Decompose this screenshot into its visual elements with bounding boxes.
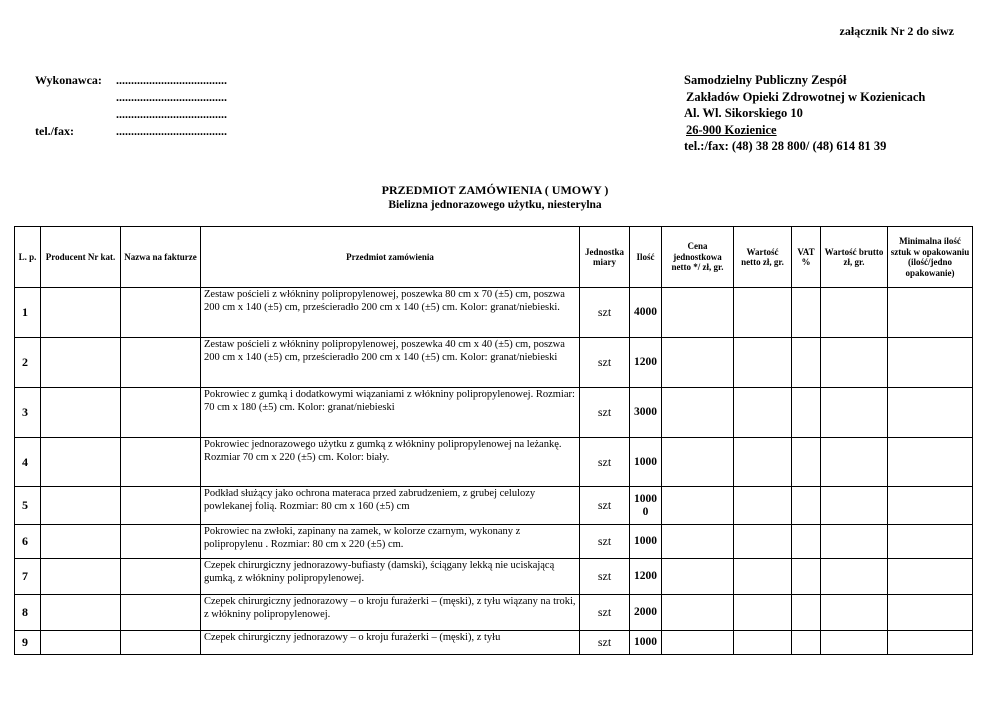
contractor-label: Wykonawca: [35,73,102,87]
cell-vat[interactable] [792,388,821,438]
row-qty: 1000 [630,438,662,487]
cell-producer[interactable] [41,595,121,631]
contractor-dots-line-1: ..................................... [116,73,227,87]
cell-producer[interactable] [41,559,121,595]
cell-net-value[interactable] [734,438,792,487]
cell-producer[interactable] [41,525,121,559]
row-description: Pokrowiec na zwłoki, zapinany na zamek, w kolorze czarnym, wykonany z polipropylenu . Rozmiar: 80 cm x 220 (±5) cm. [201,525,580,559]
cell-min-pack[interactable] [888,338,973,388]
cell-min-pack[interactable] [888,388,973,438]
cell-unit-price[interactable] [662,559,734,595]
cell-min-pack[interactable] [888,487,973,525]
cell-vat[interactable] [792,595,821,631]
row-lp: 8 [15,595,41,631]
row-unit: szt [580,438,630,487]
cell-min-pack[interactable] [888,525,973,559]
cell-min-pack[interactable] [888,631,973,655]
cell-invoice-name[interactable] [121,288,201,338]
row-unit: szt [580,595,630,631]
attachment-label: załącznik Nr 2 do siwz [839,24,954,38]
table-row [15,338,973,388]
row-lp: 2 [15,338,41,388]
row-qty: 1000 0 [630,487,662,525]
row-description: Czepek chirurgiczny jednorazowy – o kroju furażerki – (męski), z tyłu wiązany na troki, z włókniny polipropylenowej. [201,595,580,631]
page-title: PRZEDMIOT ZAMÓWIENIA ( UMOWY ) [381,183,609,197]
cell-unit-price[interactable] [662,438,734,487]
cell-gross-value[interactable] [821,631,888,655]
cell-producer[interactable] [41,288,121,338]
table-row [15,388,973,438]
recipient-line-4: 26-900 Kozienice [686,122,777,137]
cell-unit-price[interactable] [662,525,734,559]
row-unit: szt [580,338,630,388]
row-lp: 9 [15,631,41,655]
col-header-qty: Ilość [630,227,662,288]
row-description: Zestaw pościeli z włókniny polipropylenowej, poszewka 40 cm x 40 (±5) cm, poszwa 200 cm x 140 (±5) cm, prześcieradło 200 cm x 140 (±5) cm. Kolor: granat/niebieski [201,338,580,388]
cell-min-pack[interactable] [888,595,973,631]
cell-min-pack[interactable] [888,559,973,595]
cell-vat[interactable] [792,438,821,487]
cell-gross-value[interactable] [821,559,888,595]
cell-invoice-name[interactable] [121,438,201,487]
cell-net-value[interactable] [734,559,792,595]
cell-vat[interactable] [792,288,821,338]
row-unit: szt [580,487,630,525]
row-qty: 1000 [630,631,662,655]
table-row [15,438,973,487]
cell-net-value[interactable] [734,338,792,388]
telfax-dots: ..................................... [116,124,227,138]
row-qty: 1000 [630,525,662,559]
cell-invoice-name[interactable] [121,487,201,525]
cell-net-value[interactable] [734,525,792,559]
cell-unit-price[interactable] [662,595,734,631]
cell-min-pack[interactable] [888,288,973,338]
row-qty: 2000 [630,595,662,631]
col-header-vat: VAT % [792,227,821,288]
cell-invoice-name[interactable] [121,559,201,595]
contractor-dots-line-3: ..................................... [116,107,227,121]
cell-min-pack[interactable] [888,438,973,487]
cell-invoice-name[interactable] [121,525,201,559]
telfax-label: tel./fax: [35,124,74,138]
col-header-unit: Jednostka miary [580,227,630,288]
cell-gross-value[interactable] [821,438,888,487]
order-table [14,226,973,655]
cell-producer[interactable] [41,388,121,438]
cell-gross-value[interactable] [821,388,888,438]
cell-invoice-name[interactable] [121,388,201,438]
row-unit: szt [580,388,630,438]
cell-net-value[interactable] [734,388,792,438]
cell-invoice-name[interactable] [121,595,201,631]
cell-gross-value[interactable] [821,595,888,631]
contractor-dots-line-2: ..................................... [116,90,227,104]
cell-vat[interactable] [792,338,821,388]
row-unit: szt [580,288,630,338]
col-header-unit-price: Cena jednostkowa netto */ zł, gr. [662,227,734,288]
cell-vat[interactable] [792,559,821,595]
row-description: Zestaw pościeli z włókniny polipropylenowej, poszewka 80 cm x 70 (±5) cm, poszwa 200 cm x 140 (±5) cm, prześcieradło 200 cm x 140 (±5) cm. Kolor: granat/niebieski. [201,288,580,338]
cell-vat[interactable] [792,487,821,525]
cell-net-value[interactable] [734,595,792,631]
row-lp: 3 [15,388,41,438]
table-row [15,631,973,655]
col-header-lp: L. p. [15,227,41,288]
row-unit: szt [580,559,630,595]
cell-producer[interactable] [41,631,121,655]
cell-gross-value[interactable] [821,288,888,338]
cell-invoice-name[interactable] [121,631,201,655]
col-header-gross-value: Wartość brutto zł, gr. [821,227,888,288]
cell-producer[interactable] [41,487,121,525]
cell-unit-price[interactable] [662,338,734,388]
cell-invoice-name[interactable] [121,338,201,388]
row-qty: 1200 [630,338,662,388]
row-description: Podkład służący jako ochrona materaca przed zabrudzeniem, z grubej celulozy powlekanej folią. Rozmiar: 80 cm x 160 (±5) cm [201,487,580,525]
col-header-producer: Producent Nr kat. [41,227,121,288]
cell-producer[interactable] [41,438,121,487]
cell-net-value[interactable] [734,487,792,525]
recipient-line-5: tel.:/fax: (48) 38 28 800/ (48) 614 81 39 [684,139,887,153]
col-header-subject: Przedmiot zamówienia [201,227,580,288]
recipient-block [684,72,925,155]
col-header-net-value: Wartość netto zł, gr. [734,227,792,288]
table-row [15,487,973,525]
recipient-line-1: Samodzielny Publiczny Zespół [684,73,847,87]
cell-unit-price[interactable] [662,388,734,438]
table-header-row [15,227,973,288]
contractor-block [35,72,227,140]
row-lp: 5 [15,487,41,525]
row-description: Pokrowiec jednorazowego użytku z gumką z włókniny polipropylenowej na leżankę. Rozmiar 70 cm x 220 (±5) cm. Kolor: biały. [201,438,580,487]
col-header-invoice-name: Nazwa na fakturze [121,227,201,288]
cell-vat[interactable] [792,525,821,559]
col-header-min-pack: Minimalna ilość sztuk w opakowaniu (ilość/jedno opakowanie) [888,227,973,288]
row-description: Czepek chirurgiczny jednorazowy – o kroju furażerki – (męski), z tyłu [201,631,580,655]
cell-unit-price[interactable] [662,487,734,525]
cell-gross-value[interactable] [821,487,888,525]
cell-vat[interactable] [792,631,821,655]
cell-net-value[interactable] [734,288,792,338]
cell-unit-price[interactable] [662,288,734,338]
table-row [15,595,973,631]
cell-producer[interactable] [41,338,121,388]
cell-gross-value[interactable] [821,338,888,388]
table-row [15,288,973,338]
recipient-line-2: Zakładów Opieki Zdrowotnej w Kozienicach [686,89,926,104]
cell-gross-value[interactable] [821,525,888,559]
row-description: Pokrowiec z gumką i dodatkowymi wiązaniami z włókniny polipropylenowej. Rozmiar: 70 cm x 180 (±5) cm. Kolor: granat/niebieski [201,388,580,438]
row-lp: 4 [15,438,41,487]
cell-net-value[interactable] [734,631,792,655]
row-description: Czepek chirurgiczny jednorazowy-bufiasty (damski), ściągany lekką nie uciskającą gumką, z włókniny polipropylenowej. [201,559,580,595]
row-lp: 7 [15,559,41,595]
row-lp: 6 [15,525,41,559]
row-qty: 3000 [630,388,662,438]
row-unit: szt [580,525,630,559]
title-block [200,183,790,211]
row-qty: 1200 [630,559,662,595]
recipient-line-3: Al. Wl. Sikorskiego 10 [684,106,803,120]
page-subtitle: Bielizna jednorazowego użytku, niesterylna [388,199,602,211]
row-lp: 1 [15,288,41,338]
row-unit: szt [580,631,630,655]
table-row [15,559,973,595]
table-row [15,525,973,559]
row-qty: 4000 [630,288,662,338]
cell-unit-price[interactable] [662,631,734,655]
